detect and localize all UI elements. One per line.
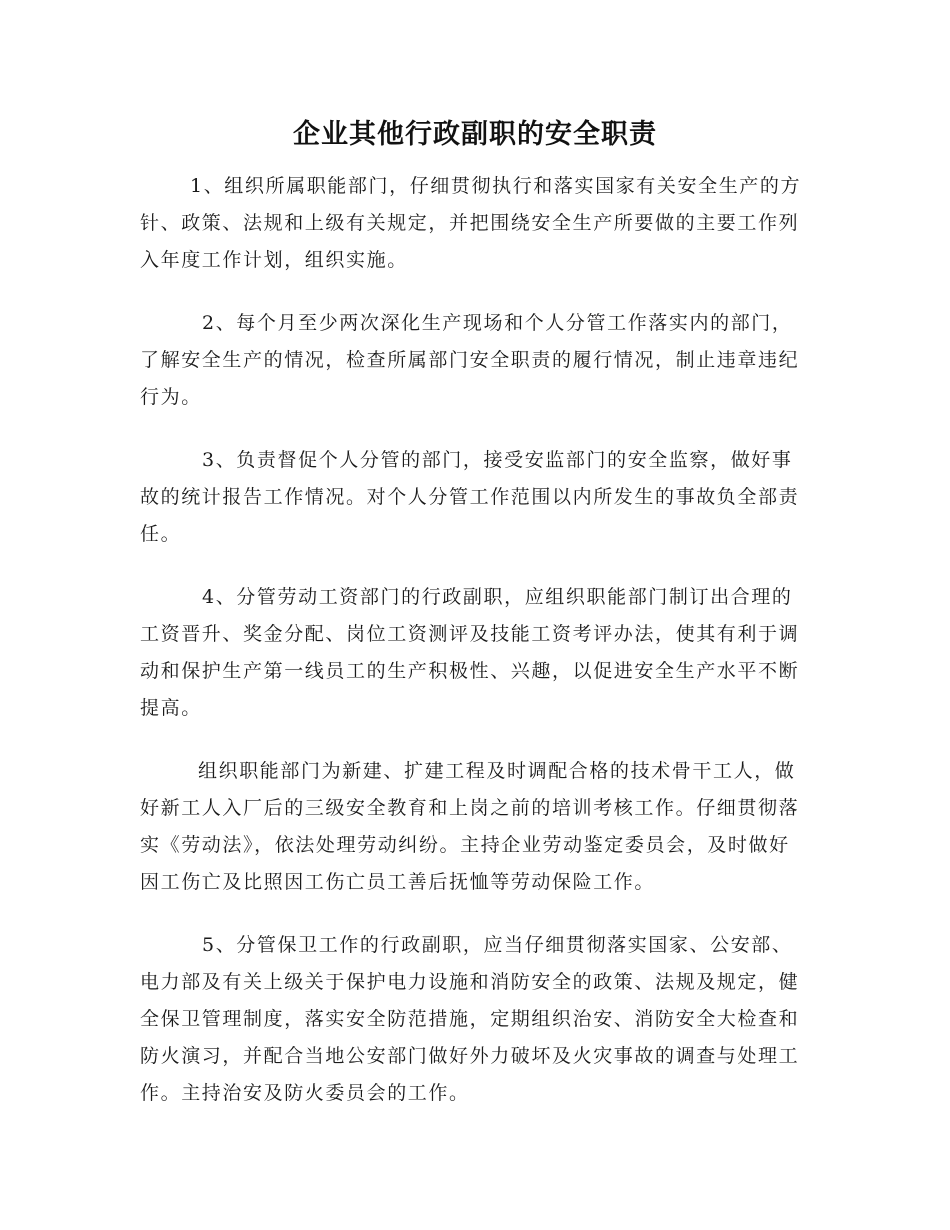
paragraph-2: 2、每个月至少两次深化生产现场和个人分管工作落实内的部门，了解安全生产的情况，检查所属部门安全职责的履行情况，制止违章违纪行为。: [140, 312, 800, 408]
paragraph-3: 3、负责督促个人分管的部门，接受安监部门的安全监察，做好事故的统计报告工作情况。对个人分管工作范围以内所发生的事故负全部责任。: [140, 449, 800, 545]
page-title: 企业其他行政副职的安全职责: [293, 119, 657, 150]
paragraph-1: 1、组织所属职能部门，仔细贯彻执行和落实国家有关安全生产的方针、政策、法规和上级有关规定，并把围绕安全生产所要做的主要工作列入年度工作计划，组织实施。: [140, 175, 802, 271]
paragraph-5: 组织职能部门为新建、扩建工程及时调配合格的技术骨干工人，做好新工人入厂后的三级安全教育和上岗之前的培训考核工作。仔细贯彻落实《劳动法》，依法处理劳动纠纷。主持企业劳动鉴定委员会，及时做好因工伤亡及比照因工伤亡员工善后抚恤等劳动保险工作。: [140, 760, 800, 893]
document-body: [140, 168, 808, 1138]
paragraph-6: 5、分管保卫工作的行政副职，应当仔细贯彻落实国家、公安部、电力部及有关上级关于保护电力设施和消防安全的政策、法规及规定，健全保卫管理制度，落实安全防范措施，定期组织治安、消防安全大检查和防火演习，并配合当地公安部门做好外力破坏及火灾事故的调查与处理工作。主持治安及防火委员会的工作。: [140, 934, 800, 1104]
paragraph-4: 4、分管劳动工资部门的行政副职，应组织职能部门制订出合理的工资晋升、奖金分配、岗位工资测评及技能工资考评办法，使其有利于调动和保护生产第一线员工的生产积极性、兴趣，以促进安全生产水平不断提高。: [140, 586, 800, 719]
